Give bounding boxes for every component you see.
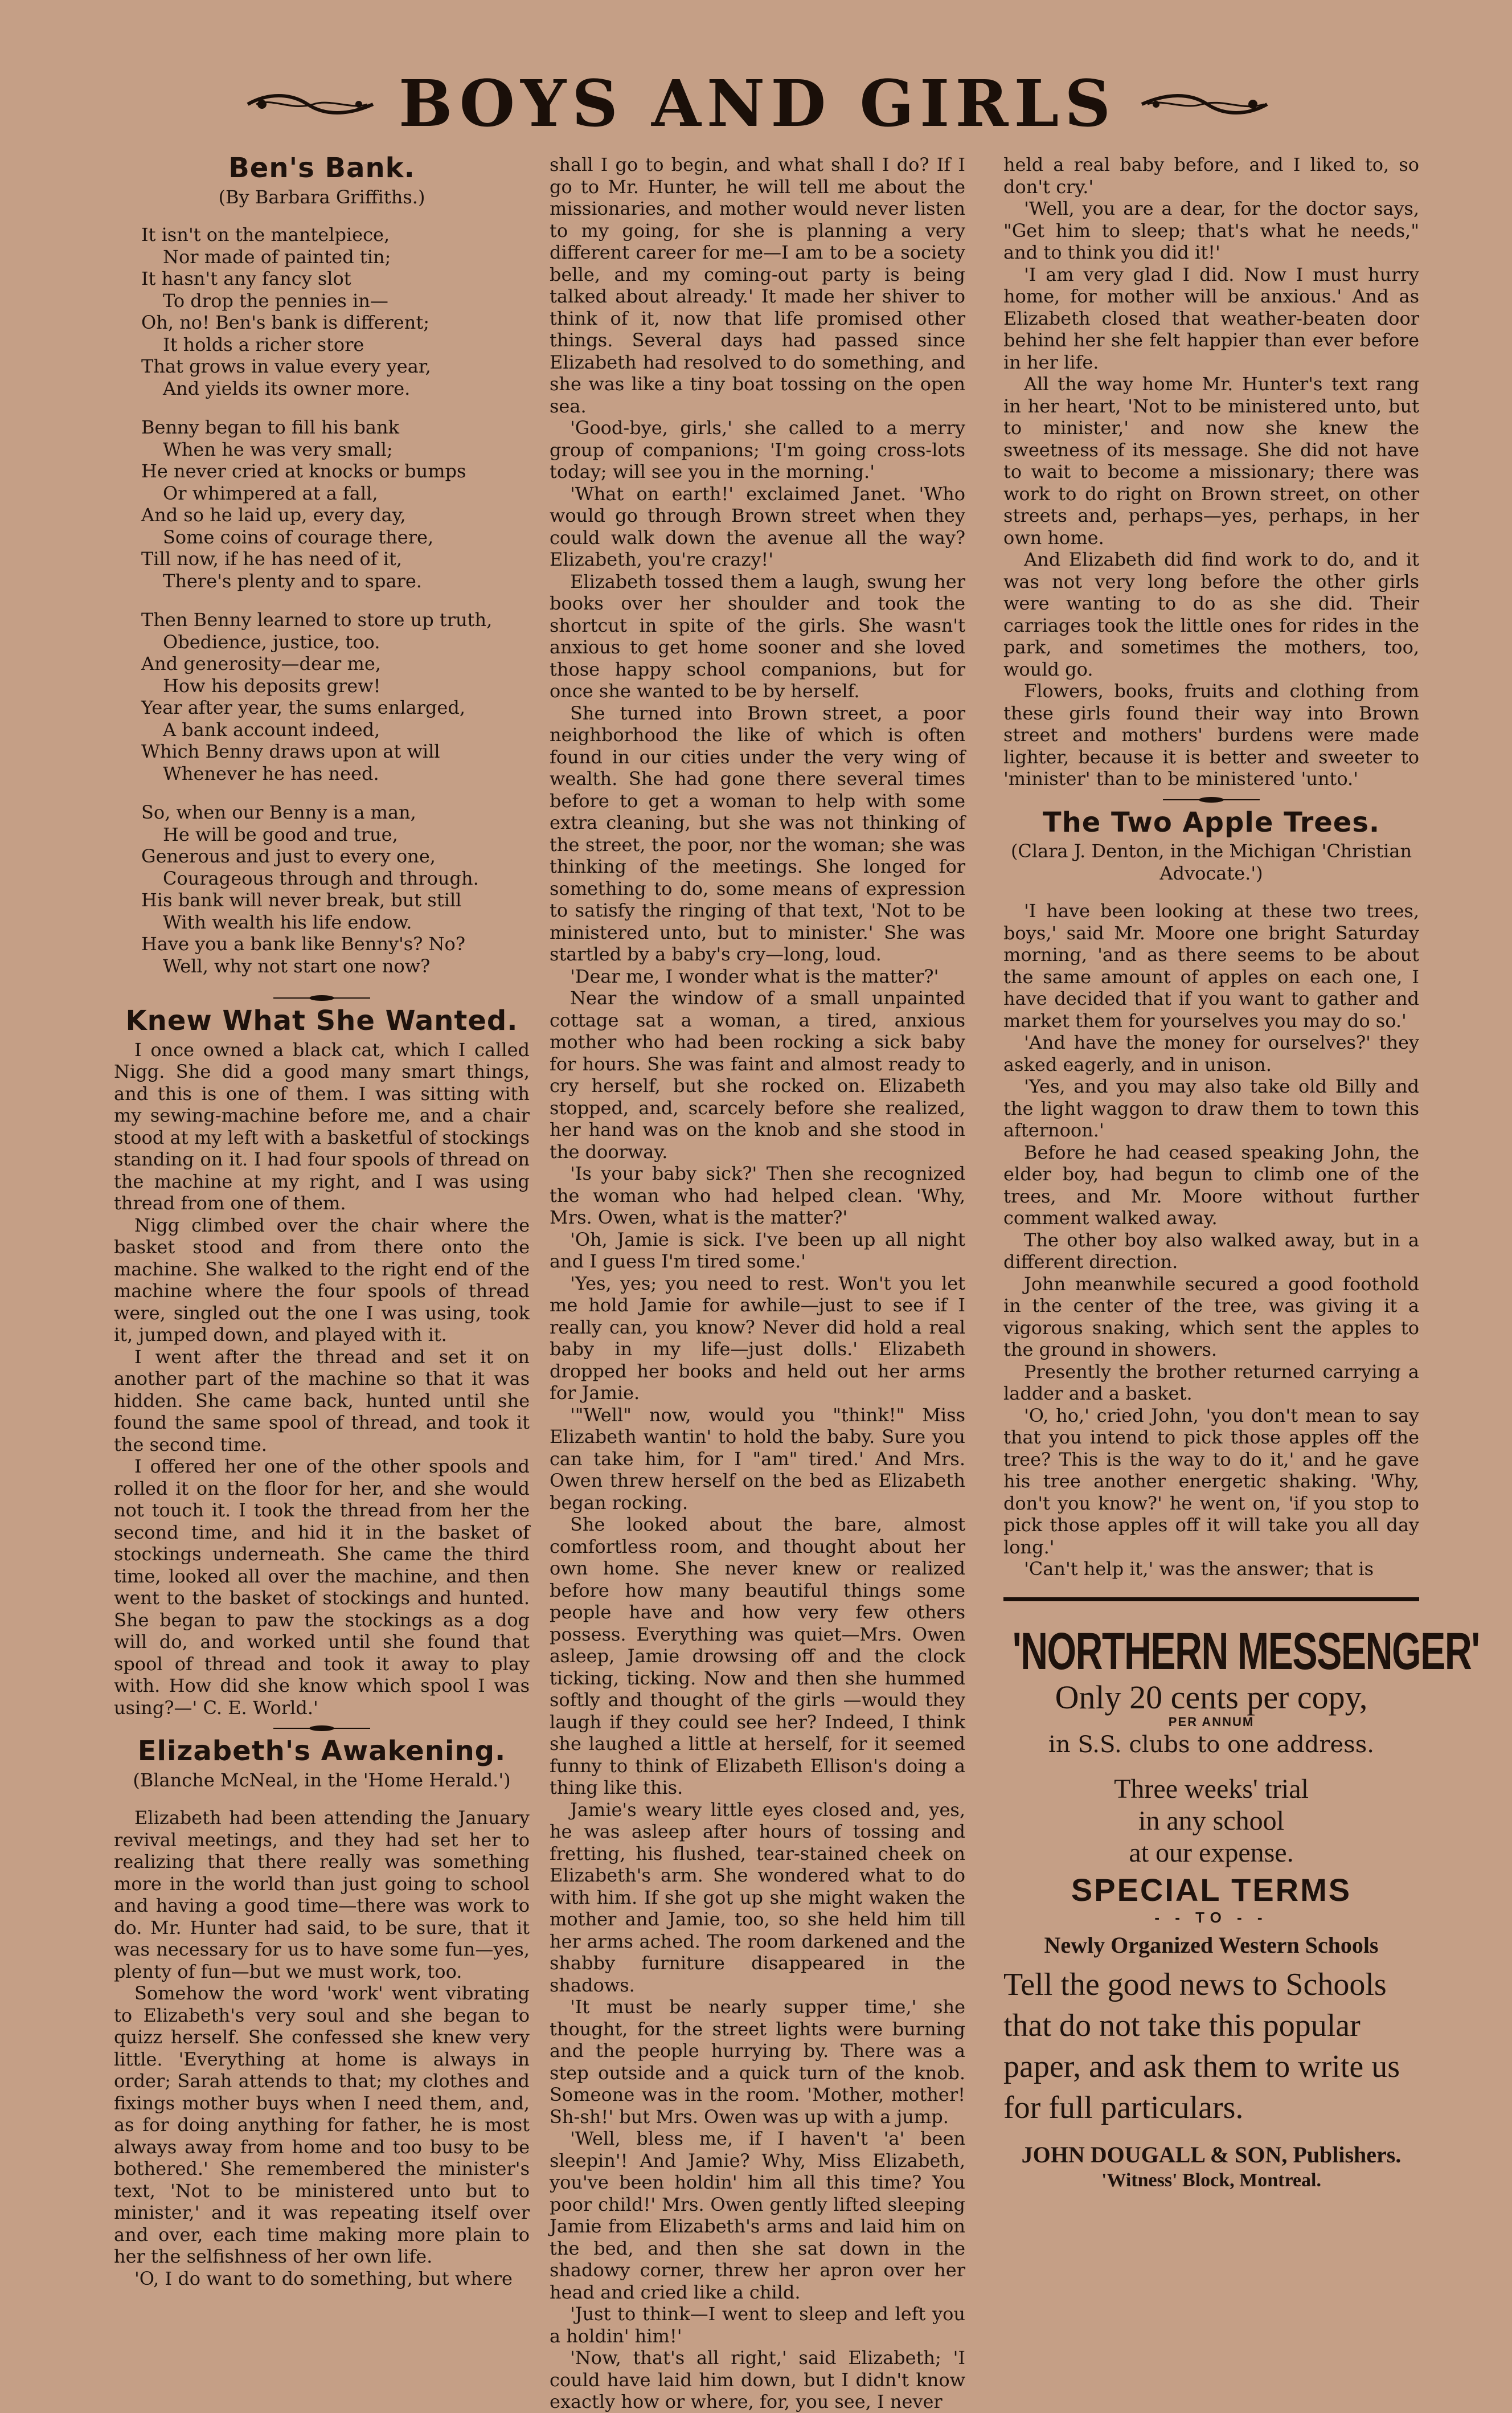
paragraph: The other boy also walked away, but in a different direction. [1003, 1229, 1419, 1273]
paragraph: held a real baby before, and I liked to, so don't cry.' [1003, 154, 1419, 198]
poem-line: His bank will never break, but still [141, 889, 462, 911]
poem-line: When he was very small; [163, 438, 393, 460]
section-title: BOYS AND GIRLS [398, 67, 1117, 141]
paragraph: Near the window of a small unpainted cottage sat a woman, a tired, anxious mother who had been rocking a sick baby for hours. She was faint and almost ready to cry herself, but she rocked on. Elizabeth stopped, and, scarcely before she realized, her hand was on the knob and she stood in the doorway. [550, 987, 965, 1163]
paragraph: Elizabeth tossed them a laugh, swung her books over her shoulder and took the shortcut in spite of the girls. She wasn't anxious to get home sooner and she loved those happy school companions, but for once she wanted to be by herself. [550, 570, 965, 702]
poem-line: A bank account indeed, [163, 718, 380, 741]
paragraph: I went after the thread and set it on another part of the machine so that it was hidden. She came back, hunted until she found the same spool of thread, and took it the second time. [114, 1345, 530, 1455]
paragraph: 'O, I do want to do something, but where [134, 2267, 513, 2289]
article-title-elizabeth: Elizabeth's Awakening. [137, 1735, 506, 1767]
poem-line: He never cried at knocks or bumps [141, 460, 466, 482]
left-ornament [245, 87, 376, 121]
paragraph: 'Yes, yes; you need to rest. Won't you let me hold Jamie for awhile—just to see if I really can, you know? Never did hold a real baby in my life—just dolls.' Elizabeth dropped her books and held out her arms for Jamie. [550, 1272, 965, 1404]
paragraph: 'Good-bye, girls,' she called to a merry group of companions; 'I'm going cross-lots today; will see you in the morning.' [550, 417, 965, 482]
right-ornament [1139, 87, 1270, 121]
paragraph: shall I go to begin, and what shall I do? If I go to Mr. Hunter, he will tell me about the missionaries, and mother would never listen to my going, for she is planning a very different career for me—I am to be a society belle, and my coming-out party is being talked about already.' It made her shiver to think of it, now that life promised other things. Several days had passed since Elizabeth had resolved to do something, and she was like a tiny boat tossing on the open sea. [550, 154, 965, 417]
paragraph: 'What on earth!' exclaimed Janet. 'Who would go through Brown street when they could walk down the avenue all the way? Elizabeth, you're crazy!' [550, 482, 965, 570]
section-divider [273, 1724, 370, 1732]
ad-schools: Newly Organized Western Schools [1044, 1932, 1379, 1958]
poem-line: It hasn't any fancy slot [141, 268, 351, 289]
poem-line: Some coins of courage there, [163, 526, 434, 548]
section-divider [273, 994, 370, 1002]
paragraph: 'I have been looking at these two trees, boys,' said Mr. Moore one bright Saturday morning, 'and as there seems to be about the same amount of apples on each one, I have decided that if you want to gather and market them for yourselves you may do so.' [1003, 900, 1419, 1032]
paragraph: 'I am very glad I did. Now I must hurry home, for mother will be anxious.' And as Elizabeth closed that weather-beaten door behind her she felt happier than ever before in her life. [1003, 263, 1419, 373]
ad-special-terms: SPECIAL TERMS [1071, 1871, 1352, 1908]
paragraph: 'It must be nearly supper time,' she thought, for the street lights were burning and the people hurrying by. There was a step outside and a quick turn of the knob. Someone was in the room. 'Mother, mother! Sh-sh!' but Mrs. Owen was up with a jump. [550, 1996, 965, 2128]
poem-line: With wealth his life endow. [163, 911, 412, 933]
poem-line: Courageous through and through. [163, 867, 479, 889]
poem-line: To drop the pennies in— [163, 289, 388, 312]
ad-tell: Tell the good news to Schools that do not take this popular paper, and ask them to write us for full particulars. [1003, 1967, 1400, 2126]
paragraph: 'Yes, and you may also take old Billy and the light waggon to draw them to town this afternoon.' [1003, 1075, 1419, 1141]
masthead [216, 67, 1298, 141]
poem-line: How his deposits grew! [163, 674, 381, 697]
paragraph: 'Is your baby sick?' Then she recognized the woman who had helped clean. 'Why, Mrs. Owen, what is the matter?' [550, 1163, 965, 1228]
poem-line: That grows in value every year, [141, 355, 431, 377]
column-3 [1003, 154, 1480, 2191]
paragraph: 'Just to think—I went to sleep and left you a holdin' him!' [550, 2303, 965, 2347]
paragraph: '"Well" now, would you "think!" Miss Elizabeth wantin' to hold the baby. Sure you can take him, for I "am" tired.' And Mrs. Owen threw herself on the bed as Elizabeth began rocking. [550, 1404, 965, 1514]
column-2 [550, 154, 965, 2413]
poem-line: So, when our Benny is a man, [141, 801, 416, 823]
paragraph: 'Can't help it,' was the answer; that is [1024, 1558, 1374, 1580]
poem-stanza [141, 416, 530, 592]
poem-line: Year after year, the sums enlarged, [141, 697, 466, 718]
ad-title: 'NORTHERN MESSENGER' [1012, 1622, 1480, 1680]
paragraph: 'Oh, Jamie is sick. I've been up all night and I guess I'm tired some.' [550, 1228, 965, 1272]
poem-line: And so he laid up, every day, [141, 504, 406, 526]
poem-line: And yields its owner more. [163, 377, 411, 399]
ad-trial [1003, 1773, 1419, 1869]
poem-line: Have you a bank like Benny's? No? [141, 933, 465, 955]
byline-bens-bank: (By Barbara Griffiths.) [218, 186, 425, 208]
poem-line: Nor made of painted tin; [163, 246, 391, 268]
byline-apple-trees: (Clara J. Denton, in the Michigan 'Christian Advocate.') [1010, 840, 1412, 884]
paragraph: 'Dear me, I wonder what is the matter?' [570, 965, 939, 987]
ad-trial-line: Three weeks' trial [1114, 1773, 1309, 1804]
poem-line: And generosity—dear me, [141, 653, 381, 674]
poem-line: It isn't on the mantelpiece, [141, 224, 390, 246]
poem-line: Generous and just to every one, [141, 845, 436, 867]
poem-line: Well, why not start one now? [163, 955, 431, 977]
column-1 [114, 154, 530, 2289]
ad-trial-line: at our expense. [1129, 1837, 1294, 1868]
paragraph: Flowers, books, fruits and clothing from these girls found their way into Brown street and mothers' burdens were made lighter, because it is better and sweeter to 'minister' than to be ministered 'unto.' [1003, 680, 1419, 790]
poem-stanza [141, 801, 530, 977]
poem-line: Obedience, justice, too. [163, 631, 380, 653]
paragraph: She turned into Brown street, a poor neighborhood the like of which is often found in our cities under the very wing of wealth. She had gone there several times before to get a woman to help with some extra cleaning, but she was not thinking of the street, the poor, nor the woman; she was thinking of the meetings. She longed for something to do, some means of expression to satisfy the ringing of that text, 'Not to be ministered unto, but to minister.' She was startled by a baby's cry—long, loud. [550, 702, 965, 965]
paragraph: And Elizabeth did find work to do, and it was not very long before the other girls were wanting to do as she did. Their carriages took the little ones for rides in the park, and sometimes the mothers, too, would go. [1003, 549, 1419, 680]
paragraph: John meanwhile secured a good foothold in the center of the tree, was giving it a vigorous snaking, which sent the apples to the ground in showers. [1003, 1273, 1419, 1360]
poem-line: Whenever he has need. [163, 762, 379, 784]
paragraph: Jamie's weary little eyes closed and, yes, he was asleep after hours of tossing and fretting, his flushed, tear-stained cheek on Elizabeth's arm. She wondered what to do with him. If she got up she might waken the mother and Jamie, too, so she held him till her arms ached. The room darkened and the shabby furniture disappeared in the shadows. [550, 1798, 965, 1996]
poem-line: Or whimpered at a fall, [163, 482, 378, 504]
ad-price: Only 20 cents per copy, [1055, 1679, 1368, 1716]
ad-to: - - TO - - [1154, 1909, 1268, 1927]
ad-publisher: JOHN DOUGALL & SON, Publishers. [1021, 2142, 1402, 2168]
article-title-bens-bank: Ben's Bank. [228, 152, 415, 184]
paragraph: 'Well, bless me, if I haven't 'a' been sleepin'! And Jamie? Why, Miss Elizabeth, you've been holdin' him all this time? You poor child!' Mrs. Owen gently lifted sleeping Jamie from Elizabeth's arms and laid him on the bed, and then she sat down in the shadowy corner, threw her apron over her head and cried like a child. [550, 2128, 965, 2303]
poem-line: There's plenty and to spare. [163, 570, 422, 592]
poem [141, 224, 530, 977]
paragraph: Before he had ceased speaking John, the elder boy, had begun to climb one of the trees, and Mr. Moore without further comment walked away. [1003, 1141, 1419, 1229]
poem-line: Benny began to fill his bank [141, 416, 399, 438]
section-divider [1163, 796, 1260, 804]
paragraph: 'Now, that's all right,' said Elizabeth; 'I could have laid him down, but I didn't know exactly how or where, for, you see, I never [550, 2347, 965, 2412]
paragraph: Somehow the word 'work' went vibrating to Elizabeth's very soul and she began to quizz herself. She confessed she knew very little. 'Everything at home is always in order; Sarah attends to that; my clothes and fixings mother buys when I need them, and, as for doing anything for father, he is most always away from home and too busy to be bothered.' She remembered the minister's text, 'Not to be ministered unto but to minister,' and it was repeating itself over and over, each time making more plain to her the selfishness of her own life. [114, 1982, 530, 2267]
paragraph: Elizabeth had been attending the January revival meetings, and they had set her to realizing that there really was something more in the world than just going to school and having a good time—there was work to do. Mr. Hunter had said, to be sure, that it was necessary for us to have some fun—yes, plenty of fun—but we must work, too. [114, 1807, 530, 1982]
paragraph: Presently the brother returned carrying a ladder and a basket. [1003, 1360, 1419, 1404]
ad-address: 'Witness' Block, Montreal. [1101, 2169, 1321, 2191]
paragraph: 'And have the money for ourselves?' they asked eagerly, and in unison. [1003, 1032, 1419, 1075]
poem-line: Till now, if he has need of it, [141, 548, 402, 570]
article-title-knew-what: Knew What She Wanted. [125, 1005, 518, 1037]
poem-stanza [141, 224, 530, 399]
paragraph: I once owned a black cat, which I called Nigg. She did a good many smart things, and this is one of them. I was sitting with my sewing-machine before me, and a chair stood at my left with a basketful of stockings standing on it. I had four spools of thread on the machine at my right, and I was using thread from one of them. [114, 1038, 530, 1214]
paragraph: She looked about the bare, almost comfortless room, and thought about her own home. She never knew or realized before how many beautiful things some people have and how very few others possess. Everything was quiet—Mrs. Owen asleep, Jamie drowsing off and the clock ticking, ticking. Now and then she hummed softly and thought of the girls —would they laugh if they could see her? Indeed, I think she laughed a little at herself, for it seemed funny to think of Elizabeth Ellison's doing a thing like this. [550, 1514, 965, 1798]
ad-trial-line: in any school [1138, 1805, 1284, 1836]
advertisement [1003, 1597, 1480, 2192]
poem-line: Oh, no! Ben's bank is different; [141, 312, 429, 333]
byline-elizabeth: (Blanche McNeal, in the 'Home Herald.') [133, 1769, 511, 1791]
poem-line: Which Benny draws upon at will [141, 741, 440, 762]
ad-per-annum: PER ANNUM [1168, 1714, 1255, 1729]
paragraph: 'O, ho,' cried John, 'you don't mean to say that you intend to pick those apples off the tree? This is the way to do it,' and he gave his tree another energetic shaking. 'Why, don't you know?' he went on, 'if you stop to pick those apples off it will take you all day long.' [1003, 1404, 1419, 1558]
paragraph: Nigg climbed over the chair where the basket stood and from there onto the machine. She walked to the right end of the machine where the four spools of thread were, singled out the one I was using, took it, jumped down, and played with it. [114, 1214, 530, 1345]
paragraph: I offered her one of the other spools and rolled it on the floor for her, and she would not touch it. I took the thread from her the second time, and hid it in the basket of stockings underneath. She came the third time, looked all over the machine, and then went to the basket of stockings and hunted. She began to paw the stockings as a dog will do, and worked until she found that spool of thread and took it away to play with. How did she know which spool I was using?—' C. E. World.' [114, 1455, 530, 1719]
article-title-apple-trees: The Two Apple Trees. [1042, 806, 1380, 839]
ad-clubs: in S.S. clubs to one address. [1048, 1732, 1374, 1758]
poem-line: Then Benny learned to store up truth, [141, 609, 493, 631]
poem-line: It holds a richer store [163, 333, 364, 355]
paragraph: All the way home Mr. Hunter's text rang in her heart, 'Not to be ministered unto, but to minister,' and now she knew the sweetness of its message. She did not have to wait to become a missionary; there was work to do right on Brown street, on other streets and, perhaps—yes, perhaps, in her own home. [1003, 373, 1419, 549]
poem-stanza [141, 609, 530, 784]
paragraph: 'Well, you are a dear, for the doctor says, "Get him to sleep; that's what he needs," and to think you did it!' [1003, 198, 1419, 263]
poem-line: He will be good and true, [163, 823, 398, 845]
